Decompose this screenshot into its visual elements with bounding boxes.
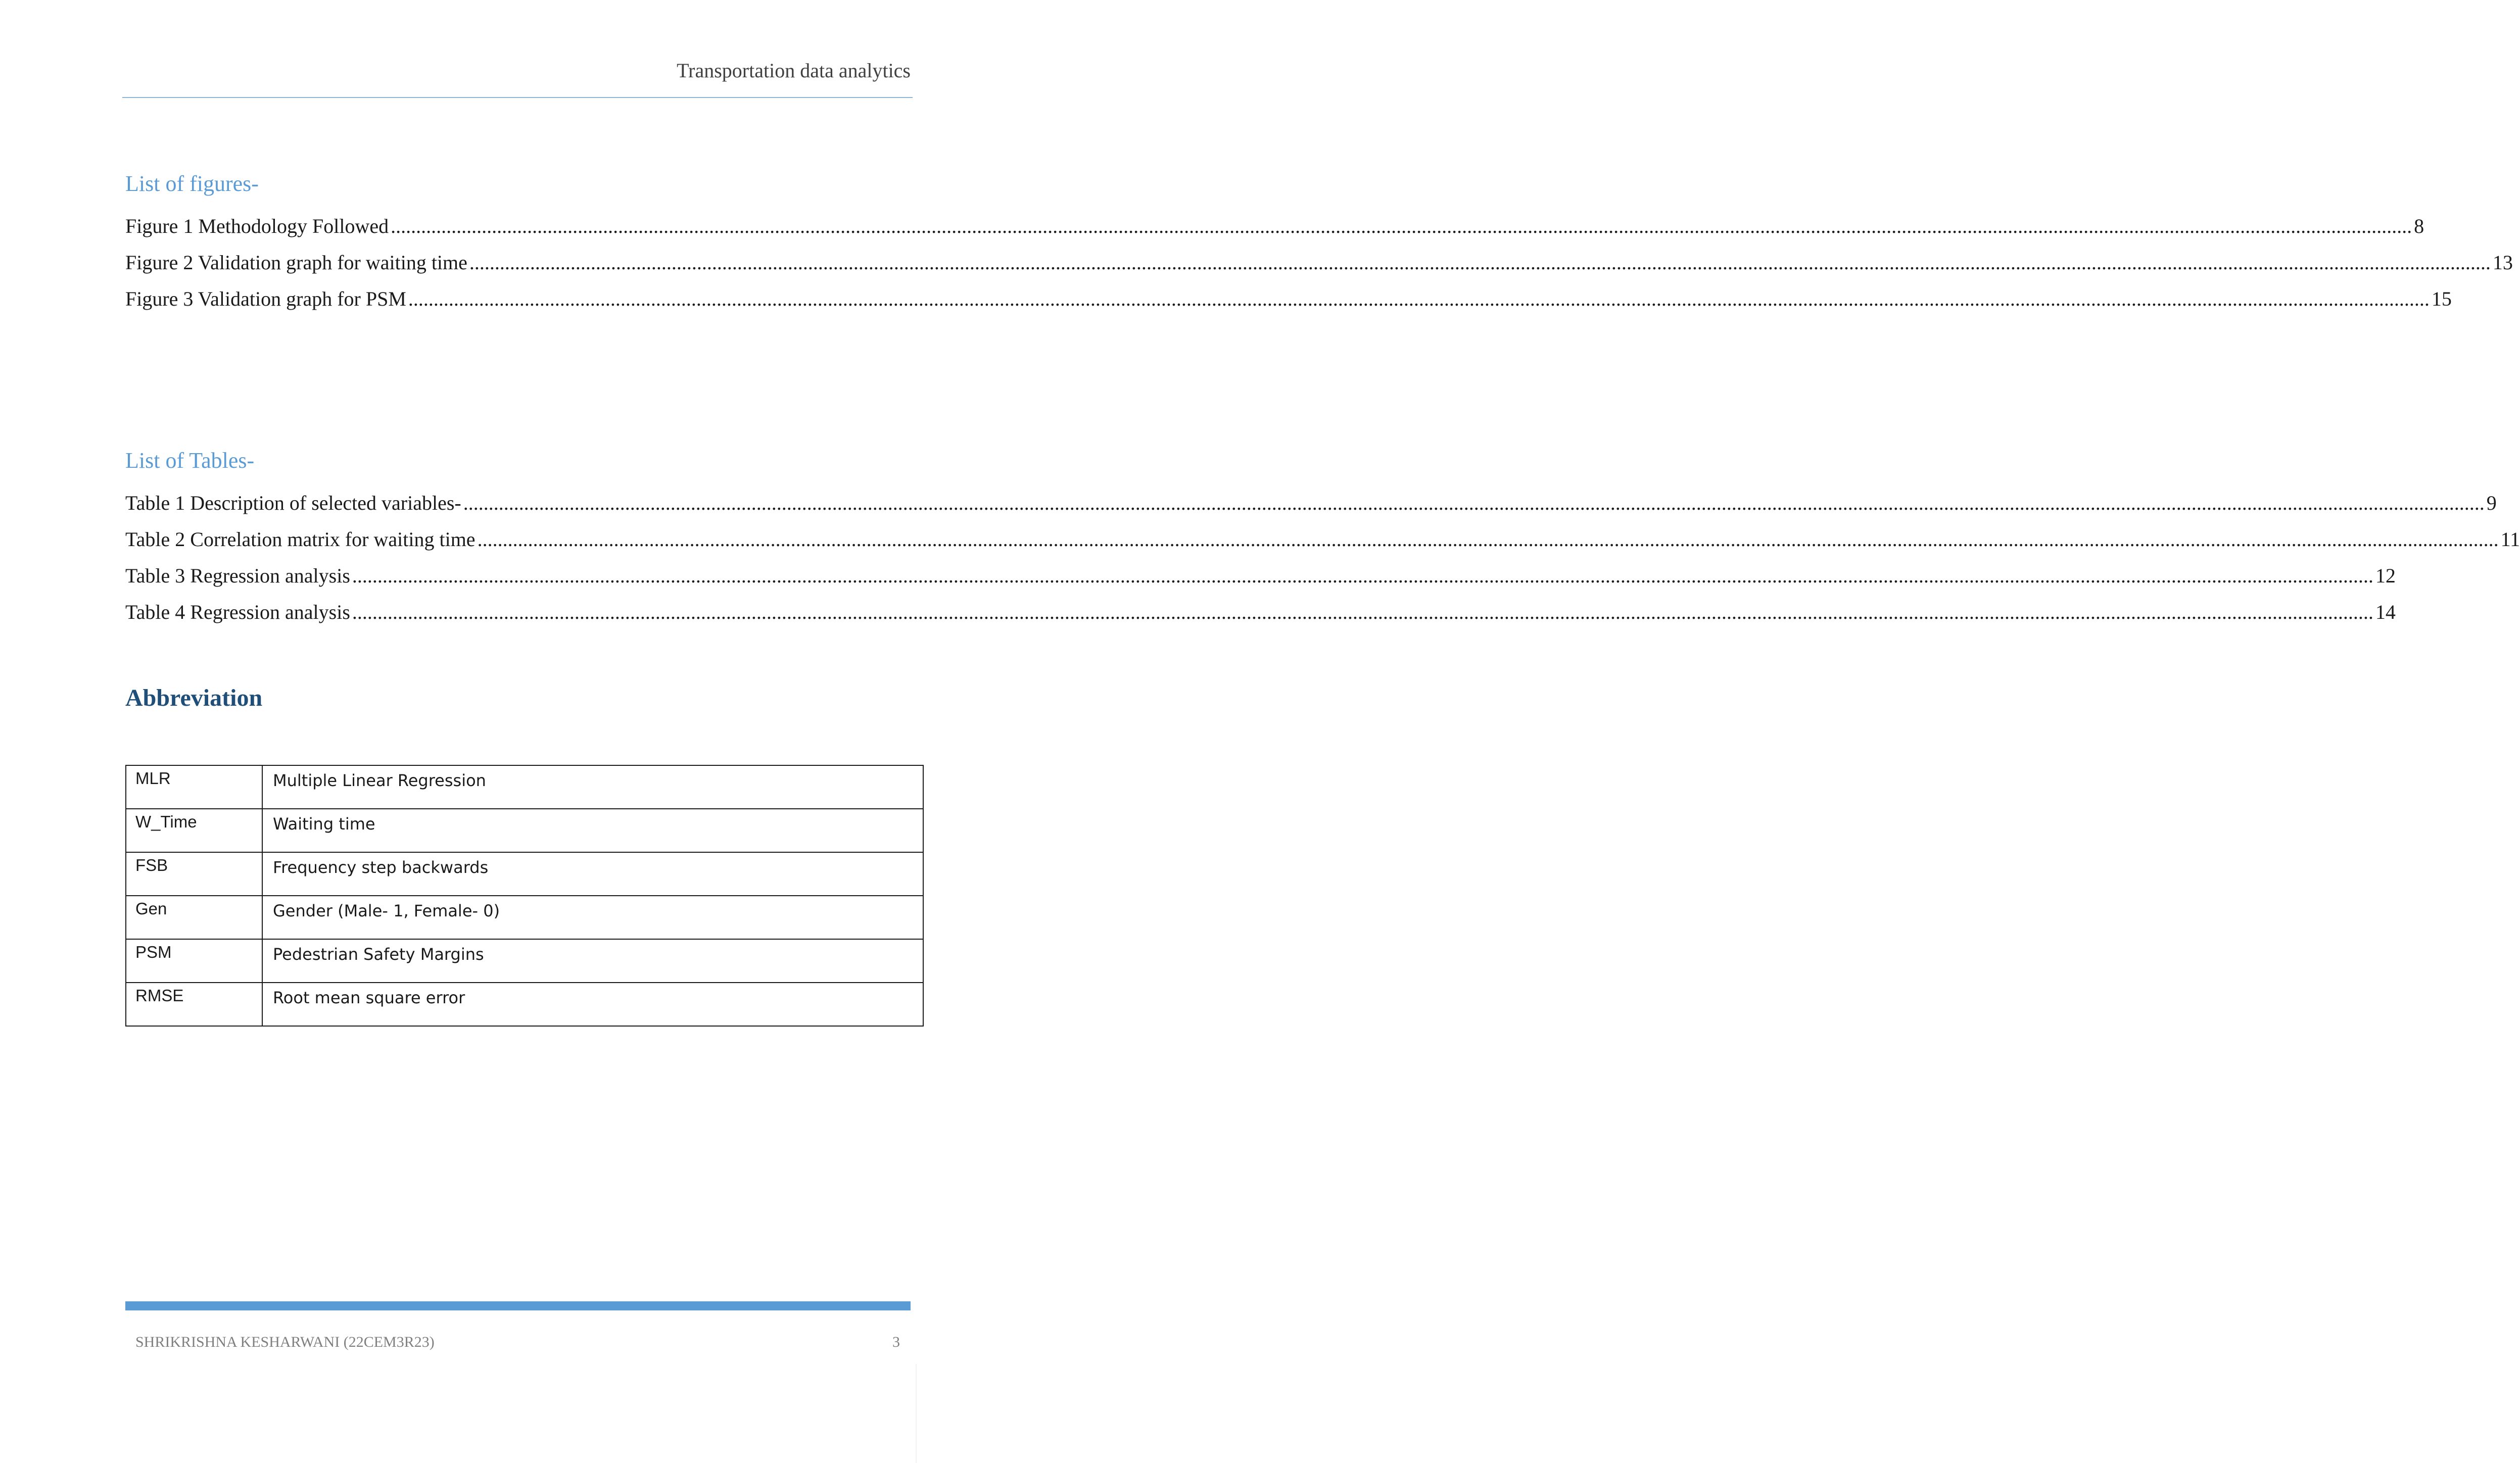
abbreviation-table <box>125 765 924 1027</box>
abbreviation-code: RMSE <box>126 983 262 1026</box>
abbreviation-heading: Abbreviation <box>125 685 263 711</box>
table-entry-label: Table 4 Regression analysis <box>125 601 350 623</box>
dot-leader: ................................................................................................................................................................................................................................................................................................................................................................................................................ <box>352 564 2373 587</box>
table-entry-page: 9 <box>2486 492 2497 514</box>
table-entry-page: 12 <box>2375 564 2396 587</box>
abbreviation-meaning: Gender (Male- 1, Female- 0) <box>262 896 923 939</box>
table-entry-page: 11 <box>2500 528 2520 551</box>
abbreviation-meaning: Waiting time <box>262 809 923 852</box>
table-entry-1[interactable] <box>125 491 2497 527</box>
table-entry-label: Table 2 Correlation matrix for waiting time <box>125 528 476 551</box>
list-of-figures-heading: List of figures- <box>125 171 259 196</box>
footer-page-number: 3 <box>892 1334 900 1350</box>
table-entry-4[interactable] <box>125 600 2396 637</box>
dot-leader: ................................................................................................................................................................................................................................................................................................................................................................................................................ <box>352 601 2373 623</box>
figure-entry-page: 15 <box>2431 287 2452 310</box>
dot-leader: ................................................................................................................................................................................................................................................................................................................................................................................................................ <box>463 492 2485 514</box>
abbreviation-meaning: Frequency step backwards <box>262 852 923 896</box>
abbreviation-code: W_Time <box>126 809 262 852</box>
abbreviation-meaning: Root mean square error <box>262 983 923 1026</box>
abbreviation-code: MLR <box>126 765 262 809</box>
table-entry-label: Table 1 Description of selected variables- <box>125 492 461 514</box>
figure-entry-page: 8 <box>2414 215 2424 237</box>
dot-leader: ................................................................................................................................................................................................................................................................................................................................................................................................................ <box>469 251 2491 274</box>
abbreviation-code: Gen <box>126 896 262 939</box>
table-entry-label: Table 3 Regression analysis <box>125 564 350 587</box>
table-entry-page: 14 <box>2375 601 2396 623</box>
table-entry-2[interactable] <box>125 527 2520 564</box>
dot-leader: ................................................................................................................................................................................................................................................................................................................................................................................................................ <box>477 528 2499 551</box>
table-entry-3[interactable] <box>125 564 2396 600</box>
figure-entry-label: Figure 3 Validation graph for PSM <box>125 287 406 310</box>
figure-entry-3[interactable] <box>125 287 2452 323</box>
table-row <box>126 896 923 939</box>
figure-entry-label: Figure 2 Validation graph for waiting time <box>125 251 467 274</box>
footer-author: SHRIKRISHNA KESHARWANI (22CEM3R23) <box>135 1334 435 1350</box>
table-row <box>126 852 923 896</box>
abbreviation-meaning: Multiple Linear Regression <box>262 765 923 809</box>
figure-entry-page: 13 <box>2492 251 2513 274</box>
list-of-tables-heading: List of Tables- <box>125 448 255 473</box>
table-row <box>126 809 923 852</box>
dot-leader: ................................................................................................................................................................................................................................................................................................................................................................................................................ <box>391 215 2412 237</box>
figure-entry-label: Figure 1 Methodology Followed <box>125 215 389 237</box>
figure-entry-1[interactable] <box>125 214 2424 251</box>
table-row <box>126 939 923 983</box>
header-title: Transportation data analytics <box>677 59 911 82</box>
header-rule <box>122 97 913 98</box>
page-edge-divider <box>916 1364 917 1463</box>
abbreviation-meaning: Pedestrian Safety Margins <box>262 939 923 983</box>
list-of-figures <box>125 214 2513 323</box>
table-row <box>126 983 923 1026</box>
list-of-tables <box>125 491 2520 637</box>
footer-bar <box>125 1301 911 1310</box>
table-row <box>126 765 923 809</box>
dot-leader: ................................................................................................................................................................................................................................................................................................................................................................................................................ <box>408 287 2430 310</box>
abbreviation-code: PSM <box>126 939 262 983</box>
figure-entry-2[interactable] <box>125 251 2513 287</box>
abbreviation-code: FSB <box>126 852 262 896</box>
